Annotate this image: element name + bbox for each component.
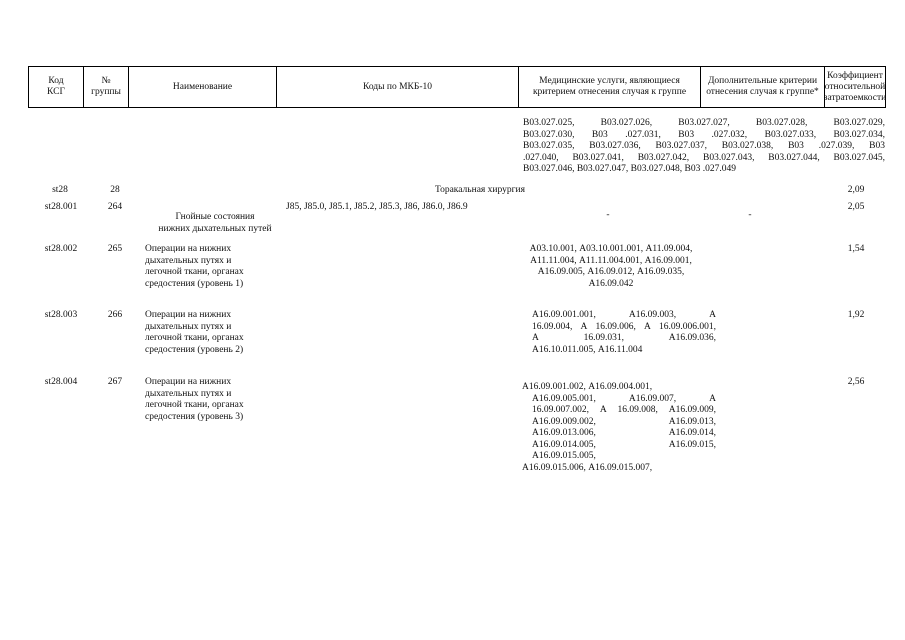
row-group: 264 (107, 202, 123, 212)
row-coefficient: 1,54 (847, 244, 865, 254)
row-services-line: А16.09.005, А16.09.012, А16.09.035, (537, 267, 685, 277)
header-mkb-codes-text: Коды по МКБ-10 (362, 81, 433, 92)
header-coefficient-text: Коэффициент относительной затратоемкости (823, 70, 887, 103)
continuation-services (523, 118, 885, 176)
table-header (28, 66, 886, 108)
row-coefficient: 2,56 (847, 377, 865, 387)
header-ksg-code-text: Код КСГ (47, 76, 65, 97)
continuation-line: В03.027.035, В03.027.036, В03.027.037, В03.027.038, В03 .027.039, В03 (523, 141, 885, 151)
row-services-line: 16.09.007.002, А 16.09.008, А16.09.009, (532, 405, 716, 415)
row-services-line: А16.09.005.001, А16.09.007, А (532, 393, 716, 404)
row-services (522, 382, 716, 474)
section-title: Торакальная хирургия (434, 185, 525, 195)
header-coefficient (824, 67, 886, 107)
row-services-line: А16.09.015.005, (532, 451, 596, 461)
row-name-line: дыхательных путях и (145, 255, 232, 266)
row-name-line: дыхательных путях и (145, 321, 232, 332)
header-services (518, 67, 700, 107)
row-services-line: А16.09.013.006, A16.09.014, (532, 428, 716, 438)
row-mkb-codes: J85, J85.0, J85.1, J85.2, J85.3, J86, J86.0, J86.9 (286, 202, 468, 212)
header-services-text: Медицинские услуги, являющиеся критерием отнесения случая к группе (532, 76, 687, 97)
row-name-line: легочной ткани, органах (145, 333, 244, 343)
row-name (145, 212, 285, 235)
header-criteria (700, 67, 824, 107)
row-name-line: средостения (уровень 1) (145, 278, 244, 289)
row-services-line: А03.10.001, А03.10.001.001, А11.09.004, (529, 244, 693, 254)
continuation-line: В03.027.025, В03.027.026, В03.027.027, В03.027.028, В03.027.029, (523, 118, 885, 128)
row-services-line: А16.09.001.001, А16.09.003, А (532, 310, 716, 320)
row-services-line: А16.09.015.006, А16.09.015.007, (522, 462, 653, 473)
row-group: 266 (107, 310, 123, 320)
header-group-number-text: № группы (91, 76, 121, 97)
continuation-line: В03.027.030, В03 .027.031, В03 .027.032, В03.027.033, В03.027.034, (523, 129, 885, 140)
row-code: st28.001 (44, 202, 78, 212)
row-name-line: Операции на нижних (145, 244, 232, 254)
row-services-line: 16.09.004, А 16.09.006, А 16.09.006.001, (532, 321, 716, 332)
row-services-line: А16.09.014.005, A16.09.015, (532, 439, 716, 450)
row-name (145, 377, 275, 423)
row-name-line: Гнойные состояния (175, 212, 255, 222)
row-services-line: А 16.09.031, А16.09.036, (532, 333, 716, 343)
header-ksg-code (28, 67, 83, 107)
row-code: st28.002 (44, 244, 78, 254)
row-services (532, 310, 716, 356)
row-name-line: средостения (уровень 3) (145, 411, 244, 422)
row-coefficient: 1,92 (847, 310, 865, 320)
header-name (128, 67, 276, 107)
row-services-line: А16.09.042 (588, 278, 634, 289)
continuation-line: .027.040, В03.027.041, В03.027.042, В03.027.043, В03.027.044, В03.027.045, (523, 152, 885, 163)
row-group: 267 (107, 377, 123, 387)
row-name-line: Операции на нижних (145, 310, 232, 320)
row-code: st28.003 (44, 310, 78, 320)
row-services: - (606, 210, 610, 220)
row-services-line: А16.09.009.002, A16.09.013, (532, 416, 716, 427)
row-group: 265 (107, 244, 123, 254)
row-name-line: Операции на нижних (145, 377, 232, 387)
row-services (516, 244, 706, 290)
row-code: st28.004 (44, 377, 78, 387)
header-name-text: Наименование (172, 81, 233, 92)
row-name-line: средостения (уровень 2) (145, 344, 244, 355)
row-services-line: А16.09.001.002, А16.09.004.001, (522, 382, 653, 392)
section-coefficient: 2,09 (847, 185, 865, 195)
row-name-line: легочной ткани, органах (145, 267, 244, 277)
row-services-line: А16.10.011.005, А16.11.004 (532, 344, 643, 355)
header-criteria-text: Дополнительные критерии отнесения случая к группе* (706, 76, 819, 97)
row-name-line: нижних дыхательных путей (158, 223, 272, 234)
header-group-number (83, 67, 128, 107)
row-name (145, 310, 275, 356)
header-mkb-codes (276, 67, 518, 107)
row-name (145, 244, 275, 290)
row-name-line: дыхательных путях и (145, 388, 232, 399)
continuation-line: В03.027.046, В03.027.047, В03.027.048, В03 .027.049 (523, 164, 736, 174)
row-name-line: легочной ткани, органах (145, 400, 244, 410)
section-group: 28 (110, 185, 120, 195)
row-coefficient: 2,05 (847, 202, 865, 212)
row-services-line: А11.11.004, А11.11.004.001, А16.09.001, (530, 255, 692, 266)
section-code: st28 (52, 185, 68, 195)
row-criteria: - (748, 210, 752, 220)
